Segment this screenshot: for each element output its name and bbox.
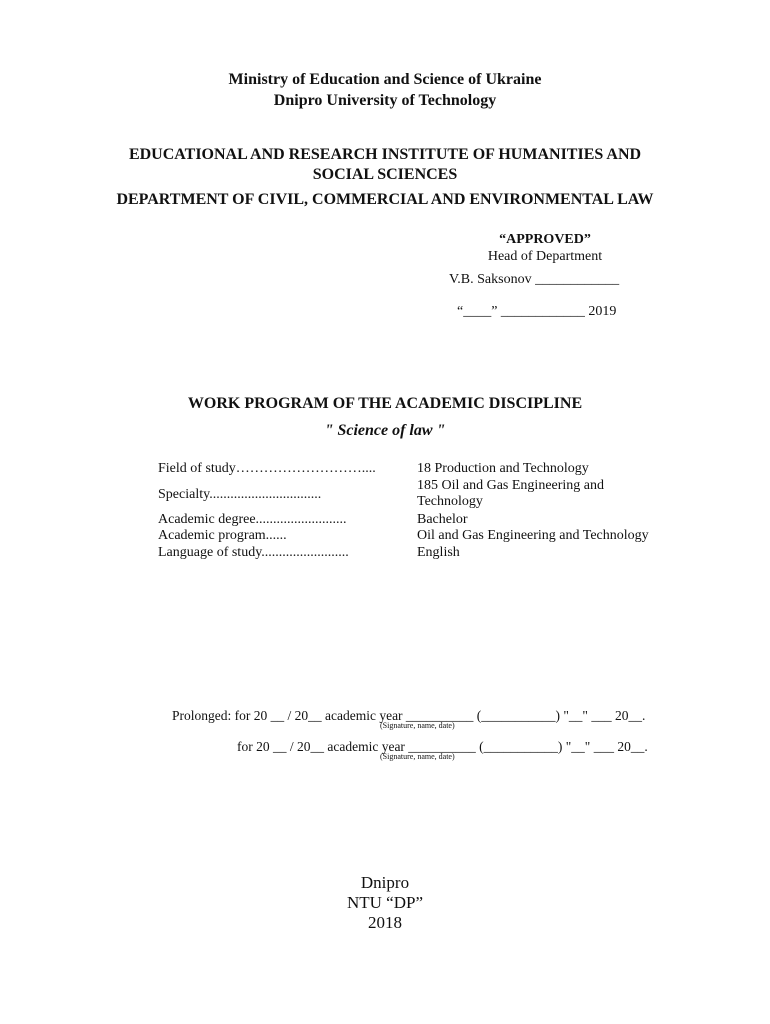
work-program-title: WORK PROGRAM OF THE ACADEMIC DISCIPLINE bbox=[187, 395, 583, 412]
approved-label: “APPROVED” bbox=[499, 232, 591, 247]
approval-date-line: “____” ____________ 2019 bbox=[457, 304, 617, 319]
field-of-study-value: 18 Production and Technology bbox=[417, 461, 589, 476]
field-of-study-label: Field of study……………………….... bbox=[158, 461, 376, 476]
signature-caption-1: (Signature, name, date) bbox=[380, 721, 455, 730]
specialty-value-line2: Technology bbox=[417, 494, 483, 509]
department-title: DEPARTMENT OF CIVIL, COMMERCIAL AND ENVIRONMENTAL LAW bbox=[116, 191, 654, 208]
academic-program-value: Oil and Gas Engineering and Technology bbox=[417, 528, 649, 543]
academic-degree-label: Academic degree.......................... bbox=[158, 512, 347, 527]
language-of-study-label: Language of study......................... bbox=[158, 545, 349, 560]
signature-caption-2: (Signature, name, date) bbox=[380, 752, 455, 761]
specialty-value-line1: 185 Oil and Gas Engineering and bbox=[417, 478, 605, 493]
footer-year: 2018 bbox=[368, 913, 402, 932]
prolonged-line-1: Prolonged: for 20 __ / 20__ academic year __________ (___________) "__" ___ 20__. bbox=[172, 708, 646, 723]
language-of-study-value: English bbox=[417, 545, 460, 560]
institute-title-line1: EDUCATIONAL AND RESEARCH INSTITUTE OF HUMANITIES AND bbox=[128, 146, 642, 163]
approver-name-line: V.B. Saksonov ____________ bbox=[449, 272, 620, 287]
institute-title-line2: SOCIAL SCIENCES bbox=[312, 166, 458, 183]
university-title: Dnipro University of Technology bbox=[273, 92, 497, 109]
footer-organization: NTU “DP” bbox=[346, 893, 423, 912]
footer-city: Dnipro bbox=[360, 873, 410, 892]
prolonged-line-2: for 20 __ / 20__ academic year __________ (___________) "__" ___ 20__. bbox=[237, 739, 648, 754]
academic-degree-value: Bachelor bbox=[417, 512, 468, 527]
specialty-label: Specialty................................ bbox=[158, 487, 322, 502]
head-of-department-label: Head of Department bbox=[487, 249, 603, 264]
academic-program-label: Academic program...... bbox=[158, 528, 287, 543]
ministry-title: Ministry of Education and Science of Ukraine bbox=[228, 71, 542, 88]
discipline-name: " Science of law " bbox=[324, 422, 446, 439]
